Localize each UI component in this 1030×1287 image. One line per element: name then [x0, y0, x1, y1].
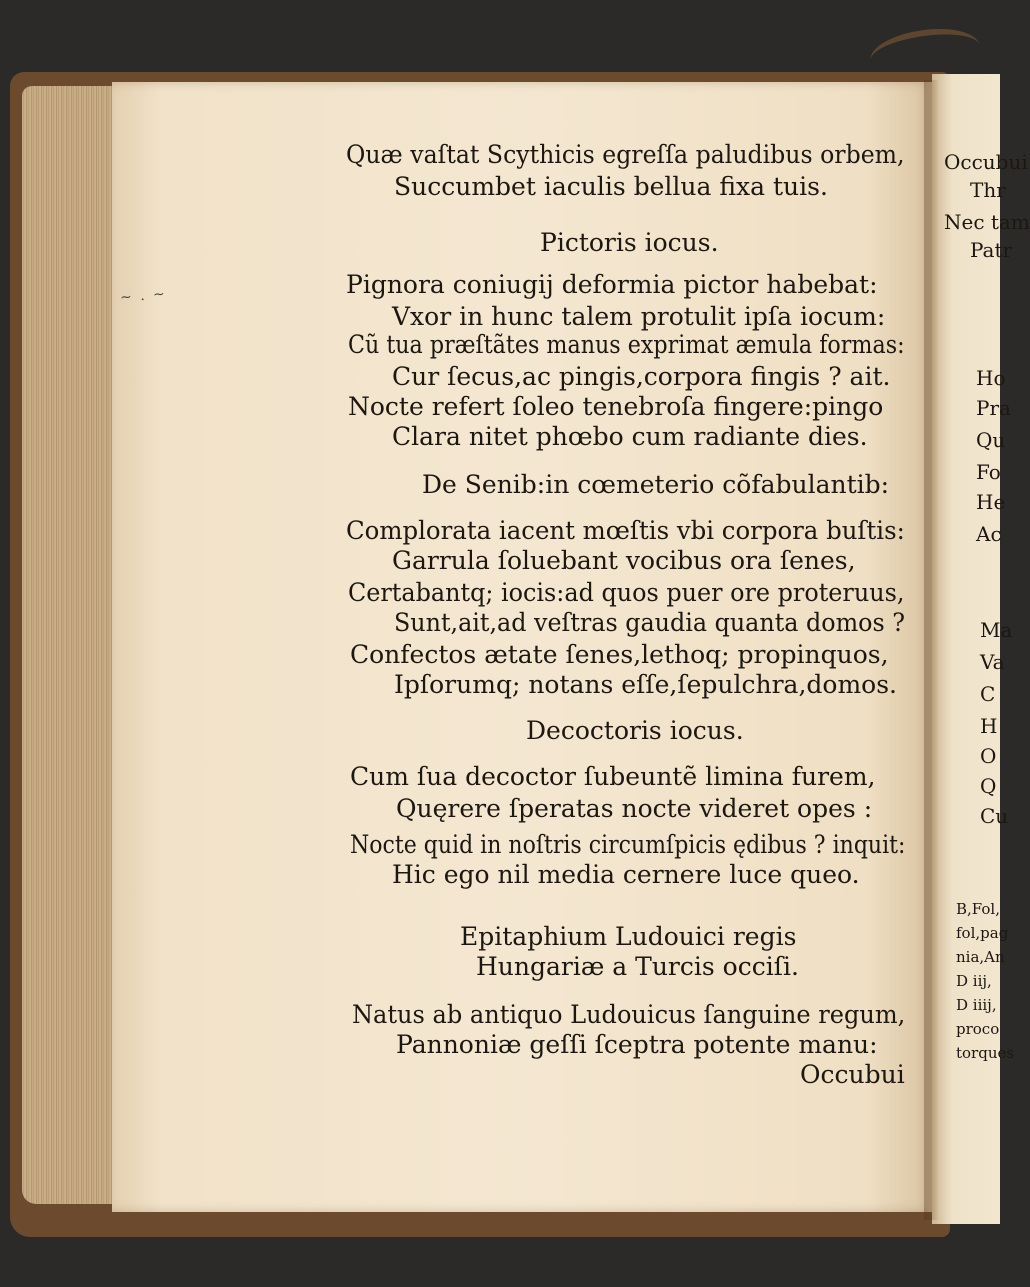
facing-letter: He — [976, 490, 1006, 514]
verse-line: Pignora coniugij deformia pictor habebat: — [346, 270, 878, 299]
verse-line: Confectos ætate ſenes,lethoq; propinquos, — [350, 640, 889, 669]
verse-line: Cũ tua præſtãtes manus exprimat æmula formas: — [348, 330, 905, 359]
poem-title: Epitaphium Ludouici regis — [460, 922, 797, 951]
verse-line: Vxor in hunc talem protulit ipſa iocum: — [392, 302, 886, 331]
verse-line: Sunt,ait,ad veſtras gaudia quanta domos ? — [394, 608, 906, 637]
facing-letter: Ho — [976, 366, 1006, 390]
catchword: Occubui — [800, 1060, 905, 1089]
verse-line: Natus ab antiquo Ludouicus ſanguine regum, — [352, 1000, 906, 1029]
poem-title: Pictoris iocus. — [540, 228, 719, 257]
facing-letter: C — [980, 682, 996, 706]
facing-letter: Q — [980, 774, 997, 798]
facing-index-line: B,Fol, — [956, 900, 1000, 918]
facing-index-line: fol,pag — [956, 924, 1009, 942]
facing-letter: Qu — [976, 428, 1006, 452]
poem-title: Decoctoris iocus. — [526, 716, 744, 745]
facing-letter: O — [980, 744, 997, 768]
facing-index-line: proco — [956, 1020, 1000, 1038]
verse-line: Succumbet iaculis bellua fixa tuis. — [394, 172, 828, 201]
verse-line: Nocte refert ſoleo tenebroſa fingere:pingo — [348, 392, 884, 421]
facing-letter: Fo — [976, 460, 1001, 484]
verse-line: Ipſorumq; notans eſſe,ſepulchra,domos. — [394, 670, 897, 699]
facing-letter: Cu — [980, 804, 1009, 828]
facing-index-line: nia,An — [956, 948, 1005, 966]
verse-line: Clara nitet phœbo cum radiante dies. — [392, 422, 868, 451]
right-page — [932, 74, 1030, 1224]
verse-line: Hic ego nil media cernere luce queo. — [392, 860, 860, 889]
verse-line: Quęrere ſperatas nocte videret opes : — [396, 794, 873, 823]
facing-index-line: D iij, — [956, 972, 992, 990]
facing-line: Thr — [970, 178, 1006, 202]
facing-letter: Va — [980, 650, 1005, 674]
facing-letter: Ac — [976, 522, 1002, 546]
facing-line: Nec tam — [944, 210, 1030, 234]
book-gutter — [924, 80, 938, 1220]
facing-line: Patr — [970, 238, 1013, 262]
verse-line: Quæ vaſtat Scythicis egreſſa paludibus orbem, — [346, 140, 905, 169]
poem-title: De Senib:in cœmeterio cõfabulantib: — [422, 470, 890, 499]
verse-line: Certabantq; iocis:ad quos puer ore proteruus, — [348, 578, 905, 607]
verse-line: Nocte quid in noſtris circumſpicis ędibus ? inquit: — [350, 830, 906, 859]
verse-line: Cur ſecus,ac pingis,corpora fingis ? ait. — [392, 362, 891, 391]
page-edges — [22, 86, 122, 1204]
facing-letter: Ma — [980, 618, 1013, 642]
facing-letter: Pra — [976, 396, 1011, 420]
verse-line: Complorata iacent mœſtis vbi corpora buſtis: — [346, 516, 905, 545]
verse-line: Garrula ſoluebant vocibus ora ſenes, — [392, 546, 856, 575]
facing-letter: H — [980, 714, 998, 738]
poem-title: Hungariæ a Turcis occiſi. — [476, 952, 799, 981]
facing-line: Occubui — [944, 150, 1028, 174]
verse-line: Pannoniæ geſſi ſceptra potente manu: — [396, 1030, 878, 1059]
verse-line: Cum ſua decoctor ſubeuntẽ limina furem, — [350, 762, 876, 791]
facing-index-line: D iiij, — [956, 996, 997, 1014]
facing-index-line: torques — [956, 1044, 1015, 1062]
margin-annotation: ~ . ~ — [119, 285, 168, 307]
